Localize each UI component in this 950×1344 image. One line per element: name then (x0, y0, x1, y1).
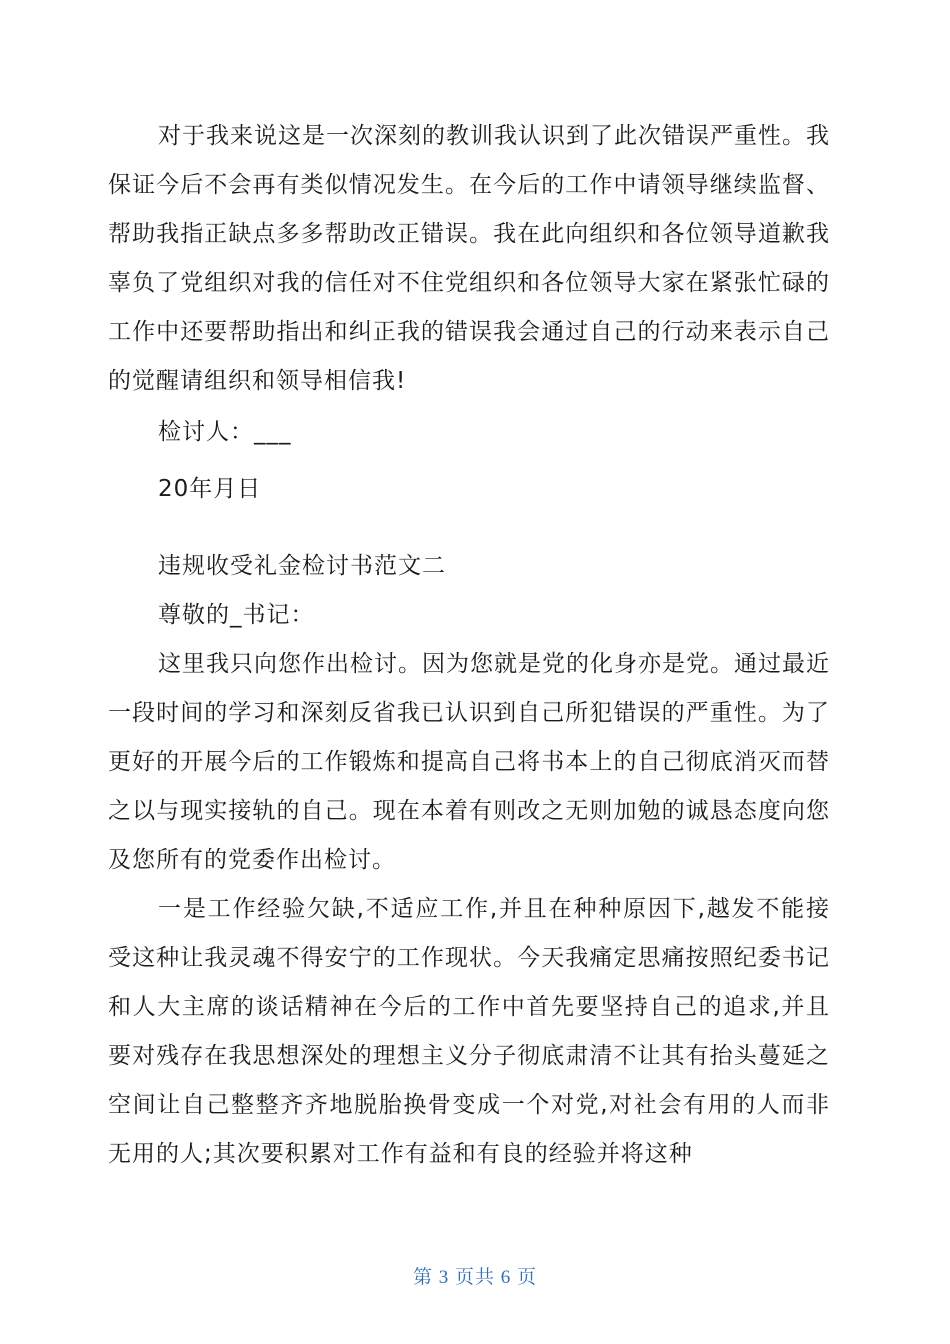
document-body (108, 112, 830, 1179)
paragraph-apology: 对于我来说这是一次深刻的教训我认识到了此次错误严重性。我保证今后不会再有类似情况发生。在今后的工作中请领导继续监督、帮助我指正缺点多多帮助改正错误。我在此向组织和各位领导道歉我辜负了党组织对我的信任对不住党组织和各位领导大家在紧张忙碌的工作中还要帮助指出和纠正我的错误我会通过自己的行动来表示自己的觉醒请组织和领导相信我! (108, 123, 830, 394)
date-line: 20年月日 (158, 476, 262, 502)
salutation: 尊敬的_书记： (158, 602, 315, 628)
section-title: 违规收受礼金检讨书范文二 (158, 553, 446, 579)
paragraph-intro: 这里我只向您作出检讨。因为您就是党的化身亦是党。通过最近一段时间的学习和深刻反省我已认识到自己所犯错误的严重性。为了更好的开展今后的工作锻炼和提高自己将书本上的自己彻底消灭而替之以与现实接轨的自己。现在本着有则改之无则加勉的诚恳态度向您及您所有的党委作出检讨。 (108, 651, 830, 873)
paragraph-point-one: 一是工作经验欠缺,不适应工作,并且在种种原因下,越发不能接受这种让我灵魂不得安宁的工作现状。今天我痛定思痛按照纪委书记和人大主席的谈话精神在今后的工作中首先要坚持自己的追求,并且要对残存在我思想深处的理想主义分子彻底肃清不让其有抬头蔓延之空间让自己整整齐齐地脱胎换骨变成一个对党,对社会有用的人而非无用的人;其次要积累对工作有益和有良的经验并将这种 (108, 896, 830, 1167)
page-number-footer: 第 3 页共 6 页 (412, 1267, 537, 1288)
signature-line: 检讨人：___ (158, 419, 292, 445)
